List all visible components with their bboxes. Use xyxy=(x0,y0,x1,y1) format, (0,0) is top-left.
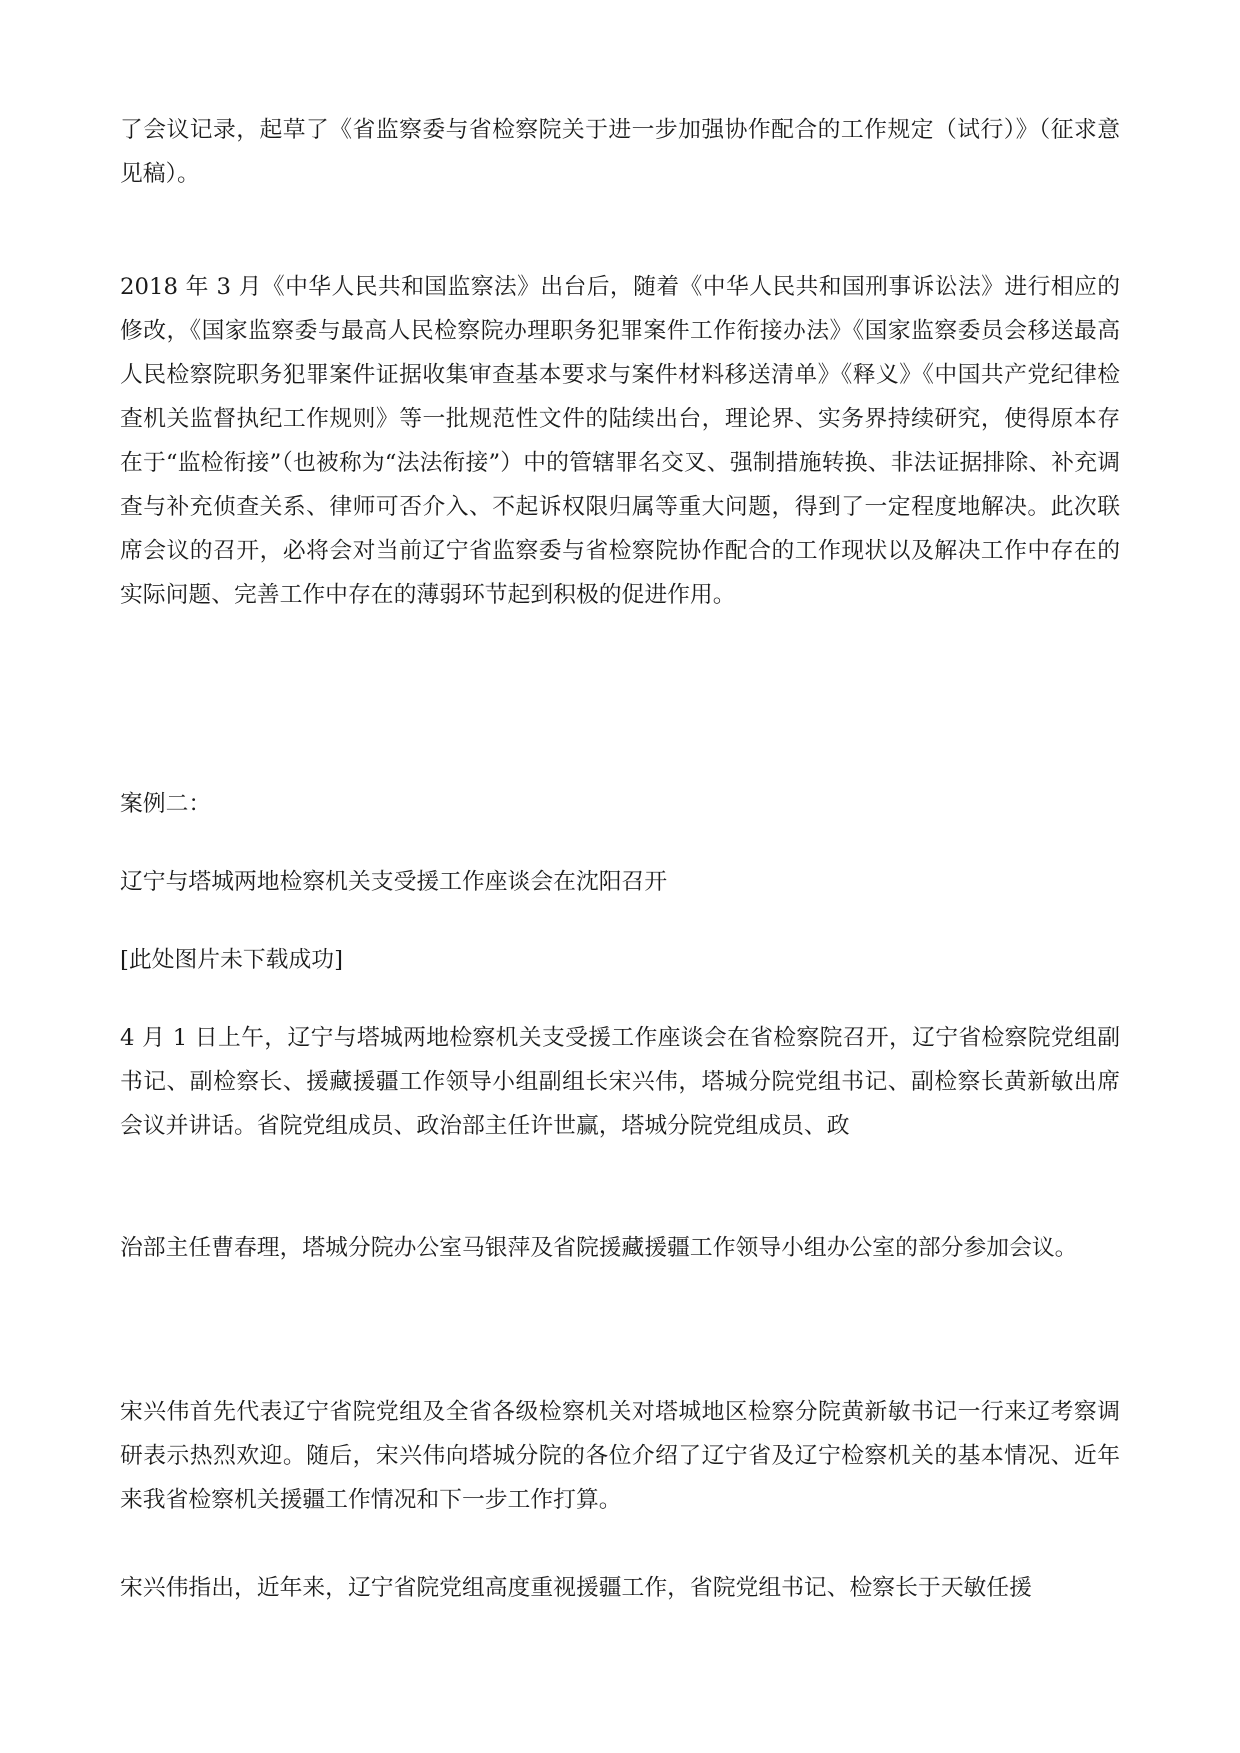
case-title: 辽宁与塔城两地检察机关支受援工作座谈会在沈阳召开 xyxy=(120,869,668,895)
paragraph-supervision-law: 2018 年 3 月《中华人民共和国监察法》出台后，随着《中华人民共和国刑事诉讼法》进行相应的修改，《国家监察委与最高人民检察院办理职务犯罪案件工作衔接办法》《国家监察委员会移送最高人民检察院职务犯罪案件证据收集审查基本要求与案件材料移送清单》《释义》《中国共产党纪律检查机关监督执纪工作规则》等一批规范性文件的陆续出台，理论界、实务界持续研究，使得原本存在于“监检衔接”（也被称为“法法衔接”）中的管辖罪名交叉、强制措施转换、非法证据排除、补充调查与补充侦查关系、律师可否介入、不起诉权限归属等重大问题，得到了一定程度地解决。此次联席会议的召开，必将会对当前辽宁省监察委与省检察院协作配合的工作现状以及解决工作中存在的实际问题、完善工作中存在的薄弱环节起到积极的促进作用。 xyxy=(120,274,1120,608)
paragraph-meeting-record: 了会议记录，起草了《省监察委与省检察院关于进一步加强协作配合的工作规定（试行）》（征求意见稿）。 xyxy=(120,117,1120,187)
paragraph-meeting-details: 4 月 1 日上午，辽宁与塔城两地检察机关支受援工作座谈会在省检察院召开，辽宁省检察院党组副书记、副检察长、援藏援疆工作领导小组副组长宋兴伟，塔城分院党组书记、副检察长黄新敏出席会议并讲话。省院党组成员、政治部主任许世赢，塔城分院党组成员、政 xyxy=(120,1025,1120,1139)
image-placeholder-text: [此处图片未下载成功] xyxy=(120,947,343,973)
paragraph-song-xingwei: 宋兴伟指出，近年来，辽宁省院党组高度重视援疆工作，省院党组书记、检察长于天敏任援 xyxy=(120,1575,1032,1601)
paragraph-welcome: 宋兴伟首先代表辽宁省院党组及全省各级检察机关对塔城地区检察分院黄新敏书记一行来辽考察调研表示热烈欢迎。随后，宋兴伟向塔城分院的各位介绍了辽宁省及辽宁检察机关的基本情况、近年来我省检察机关援疆工作情况和下一步工作打算。 xyxy=(120,1399,1120,1513)
paragraph-attendees: 治部主任曹春理，塔城分院办公室马银萍及省院援藏援疆工作领导小组办公室的部分参加会议。 xyxy=(120,1235,1078,1261)
case-heading: 案例二： xyxy=(120,791,212,817)
